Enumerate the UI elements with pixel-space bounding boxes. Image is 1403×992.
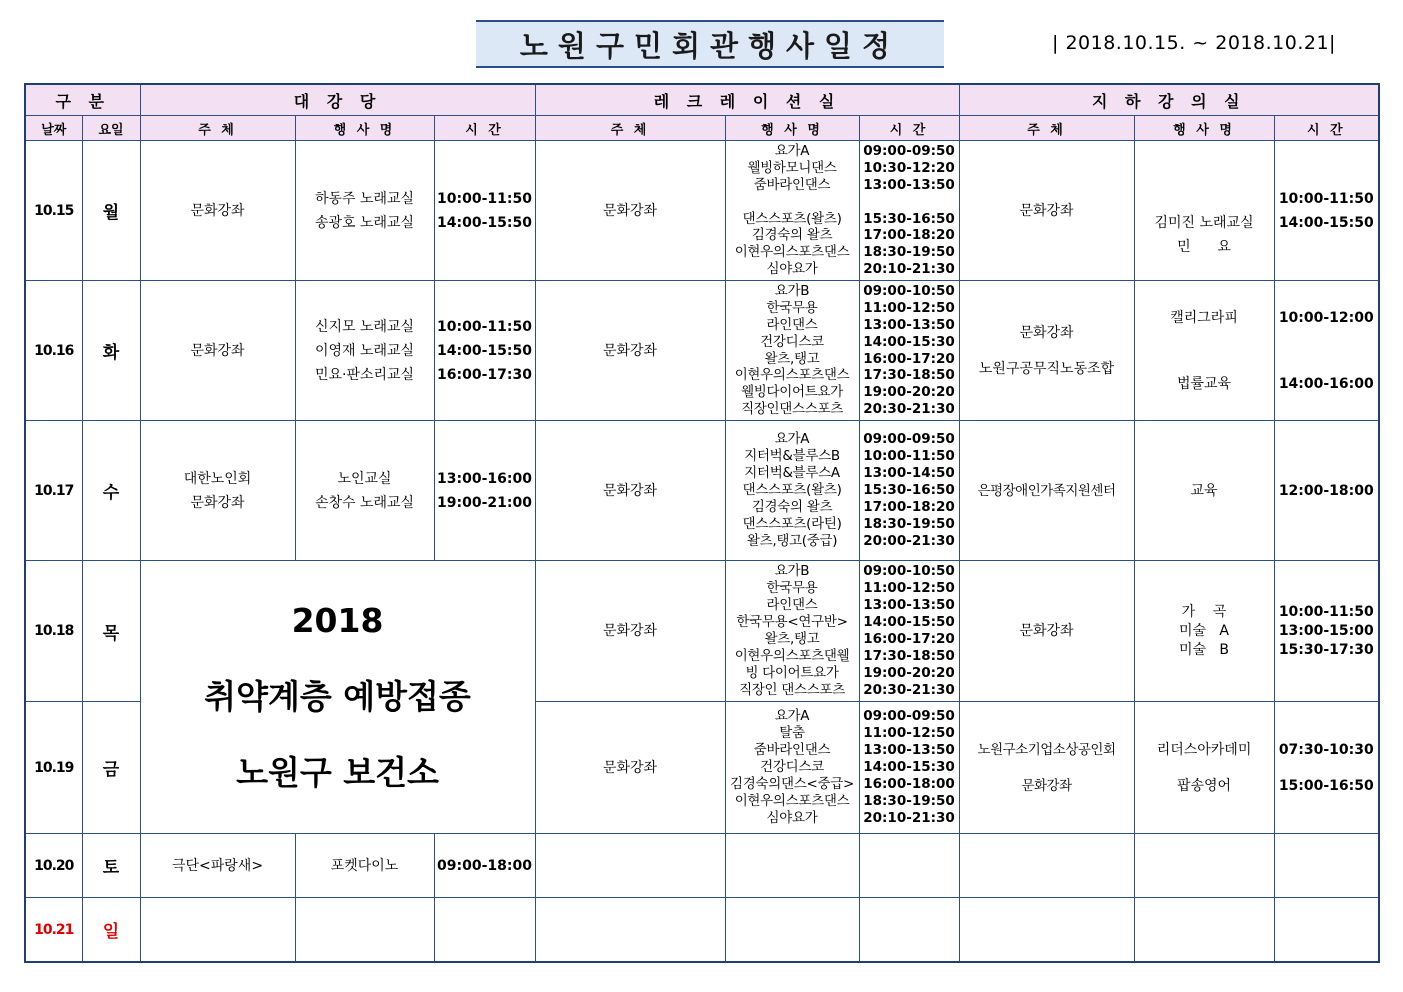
base-time: 15:30-17:30 [1278, 641, 1374, 658]
rec-event-cell [725, 141, 859, 281]
rec-host-cell: 문화강좌 [535, 141, 725, 281]
table-row [25, 281, 1379, 421]
base-event: 미술 A [1179, 622, 1230, 639]
header-rec-room: 레 크 레 이 션 실 [535, 84, 959, 116]
hall-event-cell [295, 141, 434, 281]
rec-time: 20:30-21:30 [863, 681, 955, 698]
header-rec-host: 주 체 [535, 116, 725, 141]
hall-event: 이영재 노래교실 [314, 342, 415, 359]
rec-event: 김경숙의댄스<중급> [730, 775, 854, 792]
base-time-cell [1274, 421, 1379, 561]
rec-event: 요가A [774, 142, 810, 159]
hall-host: 문화강좌 [190, 202, 245, 219]
hall-event: 하동주 노래교실 [314, 190, 415, 207]
rec-time: 19:00-20:20 [863, 384, 955, 401]
table-row [25, 141, 1379, 281]
empty-cell [140, 898, 295, 963]
date-cell: 10.17 [25, 421, 82, 561]
hall-time: 14:00-15:50 [437, 214, 532, 231]
base-time-cell [1274, 141, 1379, 281]
date-cell: 10.19 [25, 702, 82, 834]
period-range: | 2018.10.15. ~ 2018.10.21| [1052, 32, 1336, 54]
base-host: 문화강좌 [1019, 324, 1074, 341]
rec-event: 김경숙의 왈츠 [751, 498, 833, 515]
rec-event: 탈춤 [779, 725, 805, 742]
rec-event-cell [725, 421, 859, 561]
rec-time: 13:00-13:50 [863, 176, 955, 193]
rec-time: 13:00-13:50 [863, 597, 955, 614]
header-date: 날짜 [25, 116, 82, 141]
date-cell: 10.16 [25, 281, 82, 421]
base-event-cell [1134, 141, 1274, 281]
rec-event: 이현우의스포츠댄스 [734, 792, 850, 809]
empty-cell [859, 834, 959, 898]
empty-cell [535, 898, 725, 963]
base-time: 14:00-15:50 [1278, 214, 1374, 231]
rec-event: 요가B [774, 563, 810, 580]
date-cell: 10.18 [25, 561, 82, 702]
empty-cell [1134, 898, 1274, 963]
header-base-time: 시 간 [1274, 116, 1379, 141]
base-event: 팝송영어 [1176, 777, 1232, 794]
date-cell: 10.20 [25, 834, 82, 898]
base-event: 캘리그라피 [1170, 309, 1238, 326]
rec-time-cell [859, 421, 959, 561]
header-base-event: 행 사 명 [1134, 116, 1274, 141]
rec-time-cell [859, 561, 959, 702]
table-row [25, 561, 1379, 702]
rec-event: 한국무용 [766, 299, 818, 316]
empty-cell [1274, 898, 1379, 963]
rec-time: 15:30-16:50 [863, 210, 955, 227]
base-event: 가 곡 [1181, 603, 1227, 620]
rec-time: 16:00-17:20 [863, 631, 955, 647]
special-year: 2018 [291, 601, 384, 640]
rec-time: 17:30-18:50 [863, 367, 955, 384]
header-rec-event: 행 사 명 [725, 116, 859, 141]
empty-cell [959, 898, 1134, 963]
base-event: 미술 B [1179, 641, 1230, 658]
rec-event-cell [725, 281, 859, 421]
base-host: 문화강좌 [1019, 202, 1074, 219]
base-event: 민 요 [1177, 238, 1231, 255]
empty-cell [434, 898, 535, 963]
rec-event: 빙 다이어트요가 [745, 664, 839, 681]
rec-event: 심야요가 [766, 261, 818, 278]
base-time: 14:00-16:00 [1278, 375, 1374, 392]
hall-time-cell [434, 281, 535, 421]
rec-time: 17:00-18:20 [863, 227, 955, 244]
rec-event: 직장인 댄스스포츠 [739, 681, 845, 698]
rec-host-cell: 문화강좌 [535, 281, 725, 421]
base-host: 은평장애인가족지원센터 [977, 482, 1116, 499]
hall-event: 신지모 노래교실 [314, 318, 415, 335]
rec-time: 09:00-09:50 [863, 431, 955, 448]
rec-event: 이현우의스포츠댄스 [734, 367, 850, 384]
rec-event-cell [725, 702, 859, 834]
base-host-cell [959, 561, 1134, 702]
rec-time: 19:00-20:20 [863, 664, 955, 681]
rec-time: 16:00-17:20 [863, 350, 955, 367]
empty-cell [725, 834, 859, 898]
rec-time: 10:30-12:20 [863, 159, 955, 176]
rec-time: 09:00-10:50 [863, 282, 955, 299]
header-row-sub [25, 116, 1379, 141]
hall-time: 14:00-15:50 [437, 342, 532, 359]
rec-event: 라인댄스 [766, 316, 818, 333]
header-row-main [25, 84, 1379, 116]
base-time: 15:00-16:50 [1278, 777, 1374, 794]
base-time: 10:00-12:00 [1278, 309, 1374, 326]
rec-time: 10:00-11:50 [863, 448, 955, 465]
rec-event-cell [725, 561, 859, 702]
special-event: 취약계층 예방접종 [204, 677, 471, 716]
rec-event: 이현우의스포츠댄스 [734, 244, 850, 261]
base-event: 김미진 노래교실 [1154, 214, 1254, 231]
table-row [25, 834, 1379, 898]
rec-time: 13:00-14:50 [863, 465, 955, 482]
rec-event: 웰빙하모니댄스 [747, 159, 837, 176]
header-hall-host: 주 체 [140, 116, 295, 141]
hall-special-notice [140, 561, 535, 834]
rec-event: 댄스스포츠(왈츠) [742, 482, 842, 499]
special-org: 노원구 보건소 [236, 753, 439, 792]
rec-time: 18:30-19:50 [863, 515, 955, 532]
rec-time: 17:00-18:20 [863, 498, 955, 515]
hall-event-cell: 포켓다이노 [295, 834, 434, 898]
rec-event: 웰빙다이어트요가 [741, 384, 843, 401]
base-host: 노원구소기업소상공인회 [977, 741, 1116, 758]
day-cell: 화 [82, 281, 140, 421]
base-host-cell [959, 421, 1134, 561]
base-host-cell [959, 281, 1134, 421]
header-category: 구 분 [25, 84, 140, 116]
base-time: 07:30-10:30 [1278, 741, 1374, 758]
hall-host-cell [140, 421, 295, 561]
rec-event: 한국무용 [766, 580, 818, 597]
empty-cell [1134, 834, 1274, 898]
rec-time: 15:30-16:50 [863, 482, 955, 499]
header-basement-room: 지 하 강 의 실 [959, 84, 1379, 116]
hall-host-cell [140, 141, 295, 281]
header-hall-time: 시 간 [434, 116, 535, 141]
rec-event: 지터벅&블루스B [744, 448, 840, 465]
rec-time: 20:10-21:30 [863, 261, 955, 278]
empty-cell [959, 834, 1134, 898]
rec-host-cell: 문화강좌 [535, 702, 725, 834]
day-cell: 토 [82, 834, 140, 898]
rec-time: 18:30-19:50 [863, 792, 955, 809]
rec-time: 14:00-15:50 [863, 614, 955, 631]
hall-event-cell [295, 421, 434, 561]
empty-cell [535, 834, 725, 898]
rec-event: 지터벅&블루스A [744, 465, 840, 482]
base-host-cell [959, 702, 1134, 834]
base-time: 12:00-18:00 [1278, 482, 1374, 499]
page-title: 노원구민회관행사일정 [519, 28, 901, 63]
rec-time: 20:00-21:30 [863, 532, 955, 549]
base-time: 13:00-15:00 [1278, 622, 1374, 639]
rec-event: 왈츠,탱고(중급) [746, 532, 838, 549]
header-base-host: 주 체 [959, 116, 1134, 141]
rec-time: 09:00-10:50 [863, 563, 955, 580]
base-host: 문화강좌 [1021, 777, 1072, 794]
day-cell: 일 [82, 898, 140, 963]
rec-event: 왈츠,탱고 [764, 631, 820, 647]
rec-event [726, 194, 859, 211]
rec-event: 댄스스포츠(라틴) [742, 515, 842, 532]
base-event: 교육 [1190, 482, 1218, 499]
rec-time: 20:30-21:30 [863, 401, 955, 418]
table-row [25, 421, 1379, 561]
rec-time: 11:00-12:50 [863, 725, 955, 742]
date-cell: 10.15 [25, 141, 82, 281]
hall-host-cell [140, 281, 295, 421]
hall-event: 민요·판소리교실 [314, 366, 415, 383]
rec-time-cell [859, 281, 959, 421]
rec-event: 요가B [774, 282, 810, 299]
rec-time: 13:00-13:50 [863, 316, 955, 333]
rec-time: 11:00-12:50 [863, 580, 955, 597]
page-title-box [476, 20, 944, 68]
base-event: 법률교육 [1176, 375, 1232, 392]
hall-time: 10:00-11:50 [437, 190, 532, 207]
base-event-cell [1134, 702, 1274, 834]
header-hall: 대 강 당 [140, 84, 535, 116]
rec-time: 14:00-15:30 [863, 759, 955, 776]
header-hall-event: 행 사 명 [295, 116, 434, 141]
hall-host-cell: 극단<파랑새> [140, 834, 295, 898]
rec-event: 심야요가 [766, 809, 818, 826]
rec-event: 요가A [774, 431, 810, 448]
rec-time: 09:00-09:50 [863, 142, 955, 159]
rec-time: 13:00-13:50 [863, 742, 955, 759]
hall-event-cell [295, 281, 434, 421]
rec-time-cell [859, 141, 959, 281]
rec-time: 18:30-19:50 [863, 244, 955, 261]
day-cell: 목 [82, 561, 140, 702]
date-cell: 10.21 [25, 898, 82, 963]
hall-time: 19:00-21:00 [437, 494, 532, 511]
rec-event: 김경숙의 왈츠 [751, 227, 833, 244]
base-time-cell [1274, 702, 1379, 834]
base-event-cell [1134, 421, 1274, 561]
hall-time-cell [434, 421, 535, 561]
rec-time: 14:00-15:30 [863, 333, 955, 350]
hall-time: 16:00-17:30 [437, 366, 532, 383]
hall-event: 손창수 노래교실 [314, 494, 415, 511]
base-time: 10:00-11:50 [1278, 603, 1374, 620]
base-event-cell [1134, 561, 1274, 702]
base-event: 리더스아카데미 [1156, 741, 1252, 758]
day-cell: 수 [82, 421, 140, 561]
base-time: 10:00-11:50 [1278, 190, 1374, 207]
base-time-cell [1274, 281, 1379, 421]
rec-time [860, 194, 959, 211]
rec-time: 11:00-12:50 [863, 299, 955, 316]
empty-cell [725, 898, 859, 963]
rec-time: 16:00-18:00 [863, 775, 955, 792]
hall-event: 노인교실 [337, 470, 392, 487]
header-rec-time: 시 간 [859, 116, 959, 141]
hall-time: 13:00-16:00 [437, 470, 532, 487]
base-time-cell [1274, 561, 1379, 702]
rec-host-cell: 문화강좌 [535, 561, 725, 702]
day-cell: 금 [82, 702, 140, 834]
hall-time: 10:00-11:50 [437, 318, 532, 335]
rec-event: 왈츠,탱고 [764, 350, 820, 367]
empty-cell [859, 898, 959, 963]
schedule-table [24, 83, 1380, 963]
rec-event: 댄스스포츠(왈츠) [742, 210, 842, 227]
hall-time-cell: 09:00-18:00 [434, 834, 535, 898]
rec-event: 라인댄스 [766, 597, 818, 614]
rec-event: 건강디스코 [760, 333, 824, 350]
rec-event: 건강디스코 [760, 759, 824, 776]
header-day: 요일 [82, 116, 140, 141]
rec-time: 17:30-18:50 [863, 647, 955, 664]
empty-cell [295, 898, 434, 963]
rec-time: 09:00-09:50 [863, 708, 955, 725]
hall-host: 문화강좌 [190, 494, 245, 511]
hall-host: 대한노인회 [183, 470, 252, 487]
rec-time-cell [859, 702, 959, 834]
empty-cell [1274, 834, 1379, 898]
base-host: 문화강좌 [1019, 623, 1074, 639]
rec-event: 요가A [774, 708, 810, 725]
hall-event: 송광호 노래교실 [314, 214, 415, 231]
rec-host-cell: 문화강좌 [535, 421, 725, 561]
rec-event: 직장인댄스스포츠 [741, 401, 843, 418]
rec-event: 줌바라인댄스 [753, 742, 831, 759]
rec-time: 20:10-21:30 [863, 809, 955, 826]
rec-event: 이현우의스포츠댄웰 [734, 647, 850, 664]
day-cell: 월 [82, 141, 140, 281]
hall-time-cell [434, 141, 535, 281]
base-event-cell [1134, 281, 1274, 421]
rec-event: 한국무용<연구반> [736, 614, 848, 631]
table-row [25, 898, 1379, 963]
base-host-cell [959, 141, 1134, 281]
hall-host: 문화강좌 [190, 342, 245, 359]
rec-event: 줌바라인댄스 [753, 176, 831, 193]
base-host: 노원구공무직노동조합 [978, 360, 1115, 377]
